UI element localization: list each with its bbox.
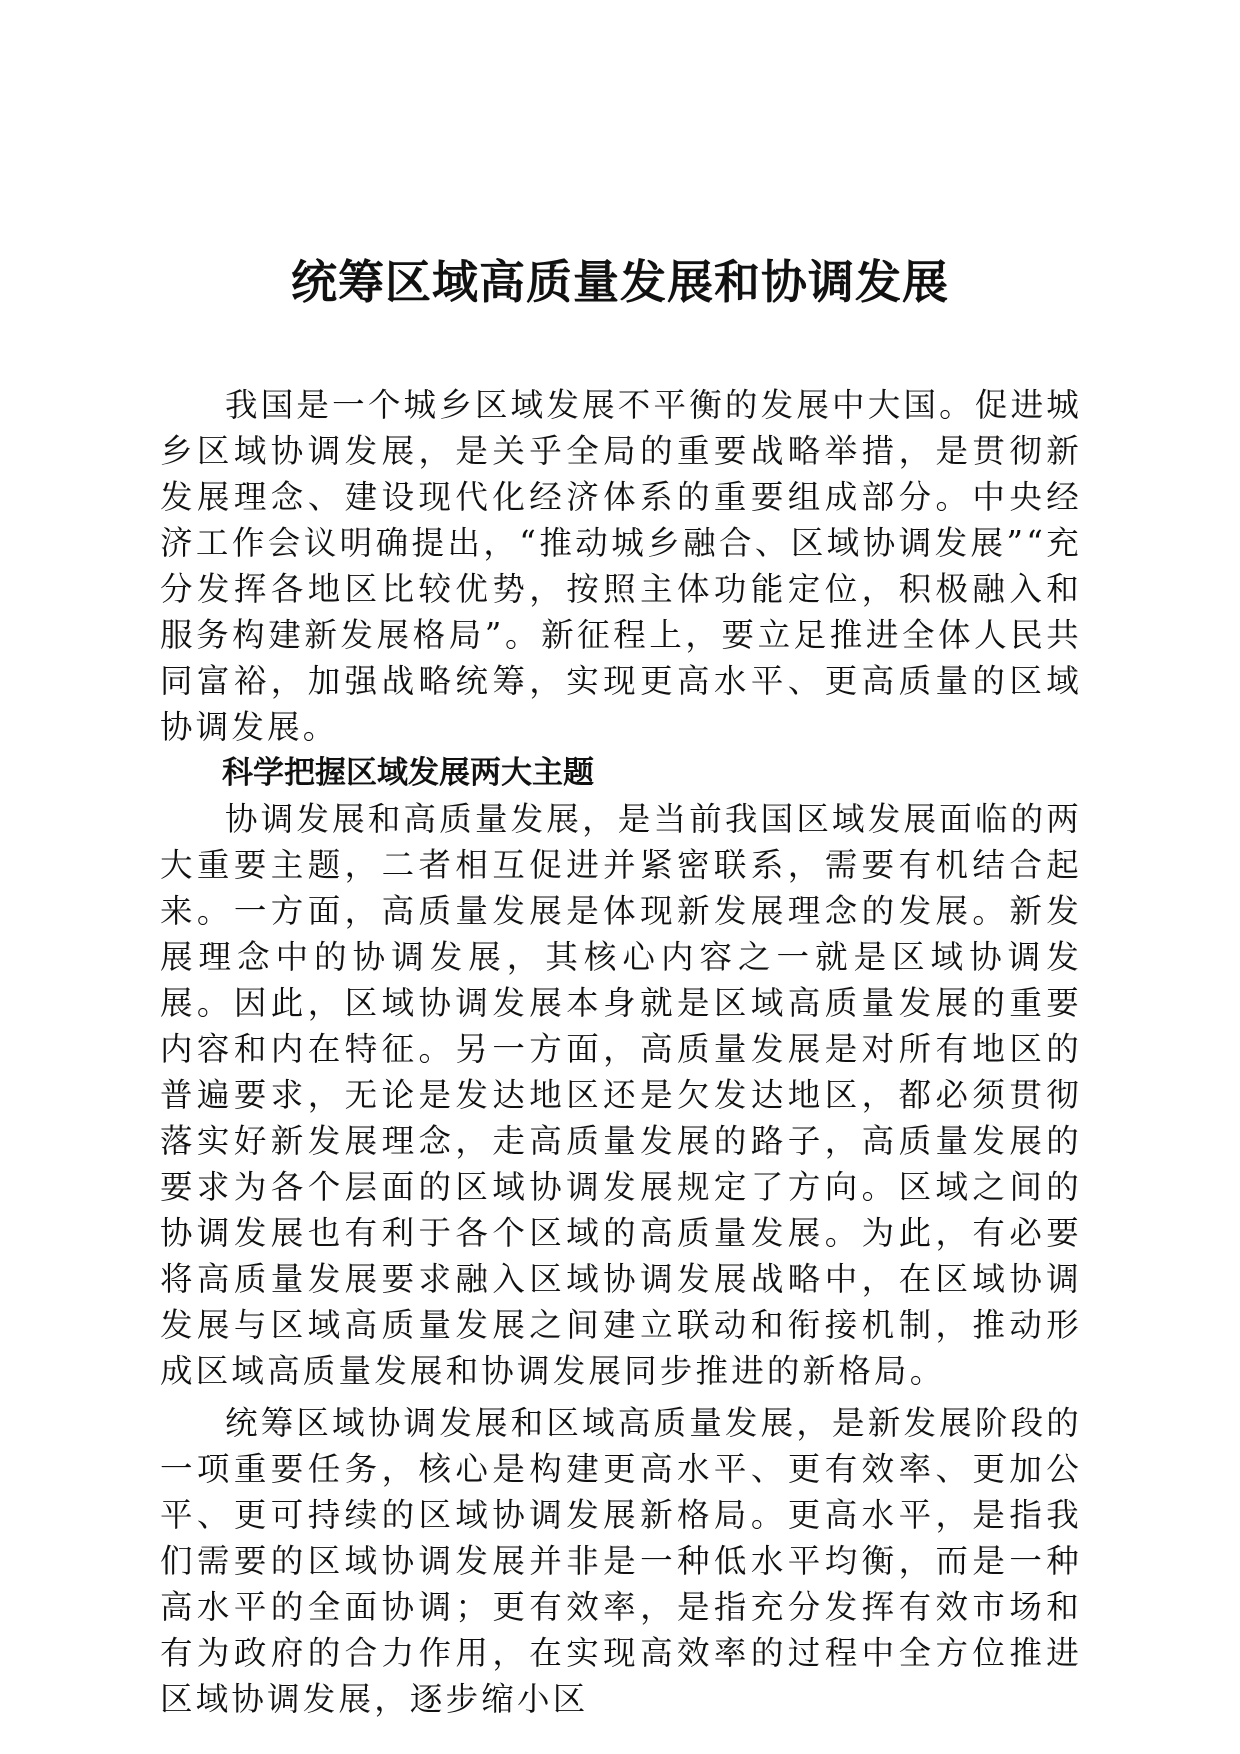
intro-paragraph: 我国是一个城乡区域发展不平衡的发展中大国。促进城乡区域协调发展，是关乎全局的重要战略举措，是贯彻新发展理念、建设现代化经济体系的重要组成部分。中央经济工作会议明确提出，“推动城乡融合、区域协调发展”“充分发挥各地区比较优势，按照主体功能定位，积极融入和服务构建新发展格局”。新征程上，要立足推进全体人民共同富裕，加强战略统筹，实现更高水平、更高质量的区域协调发展。 <box>160 386 1082 746</box>
document-title: 统筹区域高质量发展和协调发展 <box>291 255 949 309</box>
document-body <box>160 382 1082 1722</box>
body-paragraph: 协调发展和高质量发展，是当前我国区域发展面临的两大重要主题，二者相互促进并紧密联系，需要有机结合起来。一方面，高质量发展是体现新发展理念的发展。新发展理念中的协调发展，其核心内容之一就是区域协调发展。因此，区域协调发展本身就是区域高质量发展的重要内容和内在特征。另一方面，高质量发展是对所有地区的普遍要求，无论是发达地区还是欠发达地区，都必须贯彻落实好新发展理念，走高质量发展的路子，高质量发展的要求为各个层面的区域协调发展规定了方向。区域之间的协调发展也有利于各个区域的高质量发展。为此，有必要将高质量发展要求融入区域协调发展战略中，在区域协调发展与区域高质量发展之间建立联动和衔接机制，推动形成区域高质量发展和协调发展同步推进的新格局。 <box>160 800 1082 1390</box>
body-paragraph: 统筹区域协调发展和区域高质量发展，是新发展阶段的一项重要任务，核心是构建更高水平、更有效率、更加公平、更可持续的区域协调发展新格局。更高水平，是指我们需要的区域协调发展并非是一种低水平均衡，而是一种高水平的全面协调；更有效率，是指充分发挥有效市场和有为政府的合力作用，在实现高效率的过程中全方位推进区域协调发展，逐步缩小区 <box>160 1404 1082 1718</box>
section-heading: 科学把握区域发展两大主题 <box>222 755 594 791</box>
